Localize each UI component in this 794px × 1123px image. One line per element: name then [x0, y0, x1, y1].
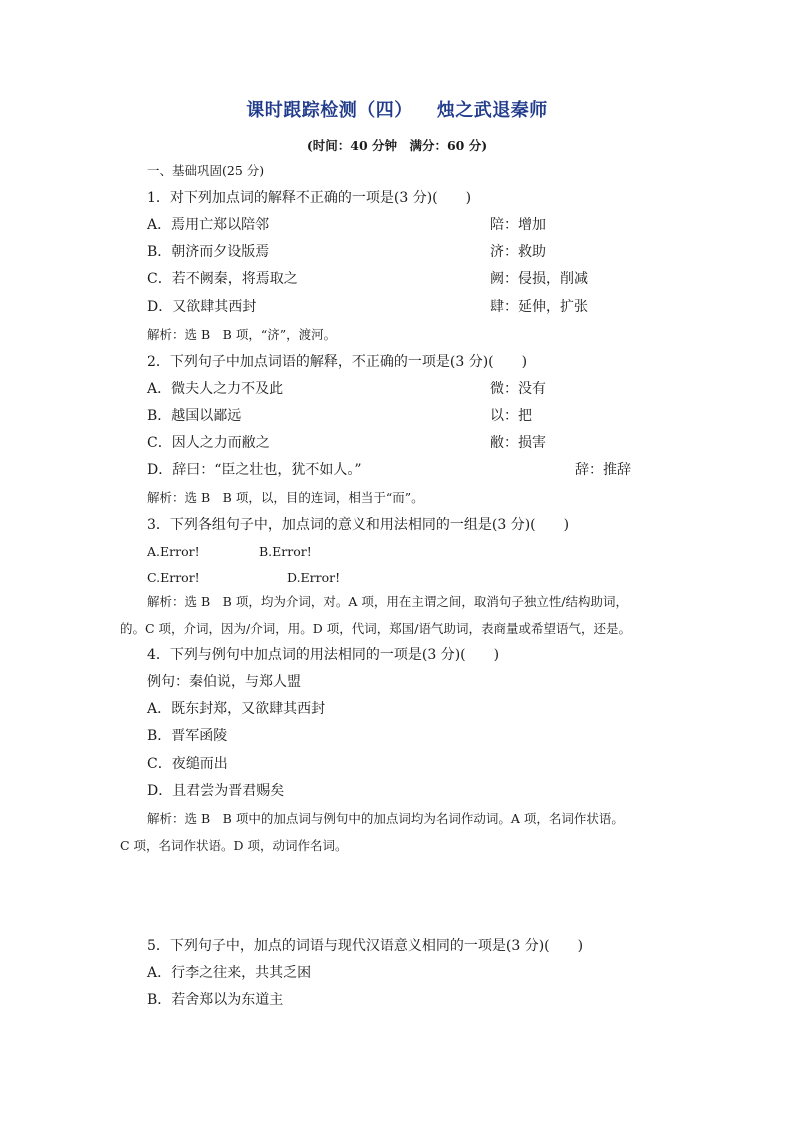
q3-answer-line-2: 的。C 项，介词，因为/介词，用。D 项，代词，郑国/语气助词，表商量或希望语气，还是。	[120, 621, 631, 636]
option-gloss: 微：没有	[490, 381, 546, 397]
q3-option-c: C.Error!	[147, 570, 200, 585]
question-3-stem: 3．下列各组句子中，加点词的意义和用法相同的一组是(3 分)( )	[147, 517, 570, 533]
option-text: D．又欲肆其西封	[147, 299, 257, 315]
q2-answer: 解析：选 B B 项，以，目的连词，相当于“而”。	[147, 490, 424, 505]
time-score-note: (时间：40 分钟 满分：60 分)	[306, 138, 488, 153]
q3-option-b: B.Error!	[259, 544, 312, 559]
option-gloss: 敝：损害	[490, 435, 546, 451]
q4-option-a: A．既东封郑，又欲肆其西封	[147, 701, 326, 717]
q5-option-b: B．若舍郑以为东道主	[147, 992, 284, 1008]
option-text: A．焉用亡郑以陪邻	[147, 217, 270, 233]
question-4-stem: 4．下列与例句中加点词的用法相同的一项是(3 分)( )	[147, 647, 500, 663]
title-right: 烛之武退秦师	[436, 100, 548, 121]
q1-answer: 解析：选 B B 项，“济”，渡河。	[147, 327, 337, 342]
option-gloss: 陪：增加	[490, 217, 546, 233]
option-text: D．辞曰：“臣之壮也，犹不如人。”	[147, 462, 362, 478]
question-5-stem: 5．下列句子中，加点的词语与现代汉语意义相同的一项是(3 分)( )	[147, 938, 584, 954]
q3-answer-line-1: 解析：选 B B 项，均为介词，对。A 项，用在主谓之间，取消句子独立性/结构助词，	[147, 594, 629, 609]
q4-answer-line-1: 解析：选 B B 项中的加点词与例句中的加点词均为名词作动词。A 项，名词作状语。	[147, 811, 624, 826]
option-text: C．因人之力而敝之	[147, 435, 270, 451]
q2-option-a	[147, 380, 546, 398]
q3-options-row-1	[147, 543, 312, 561]
question-1-stem: 1．对下列加点词的解释不正确的一项是(3 分)( )	[147, 190, 472, 206]
option-gloss: 辞：推辞	[575, 462, 631, 478]
q2-option-d	[147, 461, 631, 479]
q1-option-b	[147, 243, 546, 261]
option-gloss: 济：救助	[490, 244, 546, 260]
q4-example: 例句：秦伯说，与郑人盟	[147, 674, 301, 690]
q3-options-row-2	[147, 569, 341, 587]
q1-option-d	[147, 298, 588, 316]
section-heading: 一、基础巩固(25 分)	[147, 163, 265, 178]
option-gloss: 肆：延伸，扩张	[490, 299, 588, 315]
option-text: B．朝济而夕设版焉	[147, 244, 270, 260]
q3-option-d: D.Error!	[287, 570, 341, 585]
q4-option-d: D．且君尝为晋君赐矣	[147, 783, 285, 799]
q4-answer-line-2: C 项，名词作状语。D 项，动词作名词。	[120, 838, 348, 853]
q1-option-a	[147, 216, 546, 234]
q4-option-c: C．夜缒而出	[147, 756, 228, 772]
question-2-stem: 2．下列句子中加点词语的解释，不正确的一项是(3 分)( )	[147, 354, 528, 370]
page-title	[0, 96, 794, 122]
option-text: A．微夫人之力不及此	[147, 381, 284, 397]
option-gloss: 阙：侵损，削减	[490, 271, 588, 287]
title-left: 课时跟踪检测（四）	[246, 100, 413, 121]
q5-option-a: A．行李之往来，共其乏困	[147, 965, 312, 981]
option-gloss: 以：把	[490, 408, 532, 424]
q1-option-c	[147, 270, 588, 288]
q4-option-b: B．晋军函陵	[147, 728, 228, 744]
q2-option-c	[147, 434, 546, 452]
q2-option-b	[147, 407, 532, 425]
q3-option-a: A.Error!	[147, 544, 200, 559]
option-text: C．若不阙秦，将焉取之	[147, 271, 298, 287]
option-text: B．越国以鄙远	[147, 408, 242, 424]
